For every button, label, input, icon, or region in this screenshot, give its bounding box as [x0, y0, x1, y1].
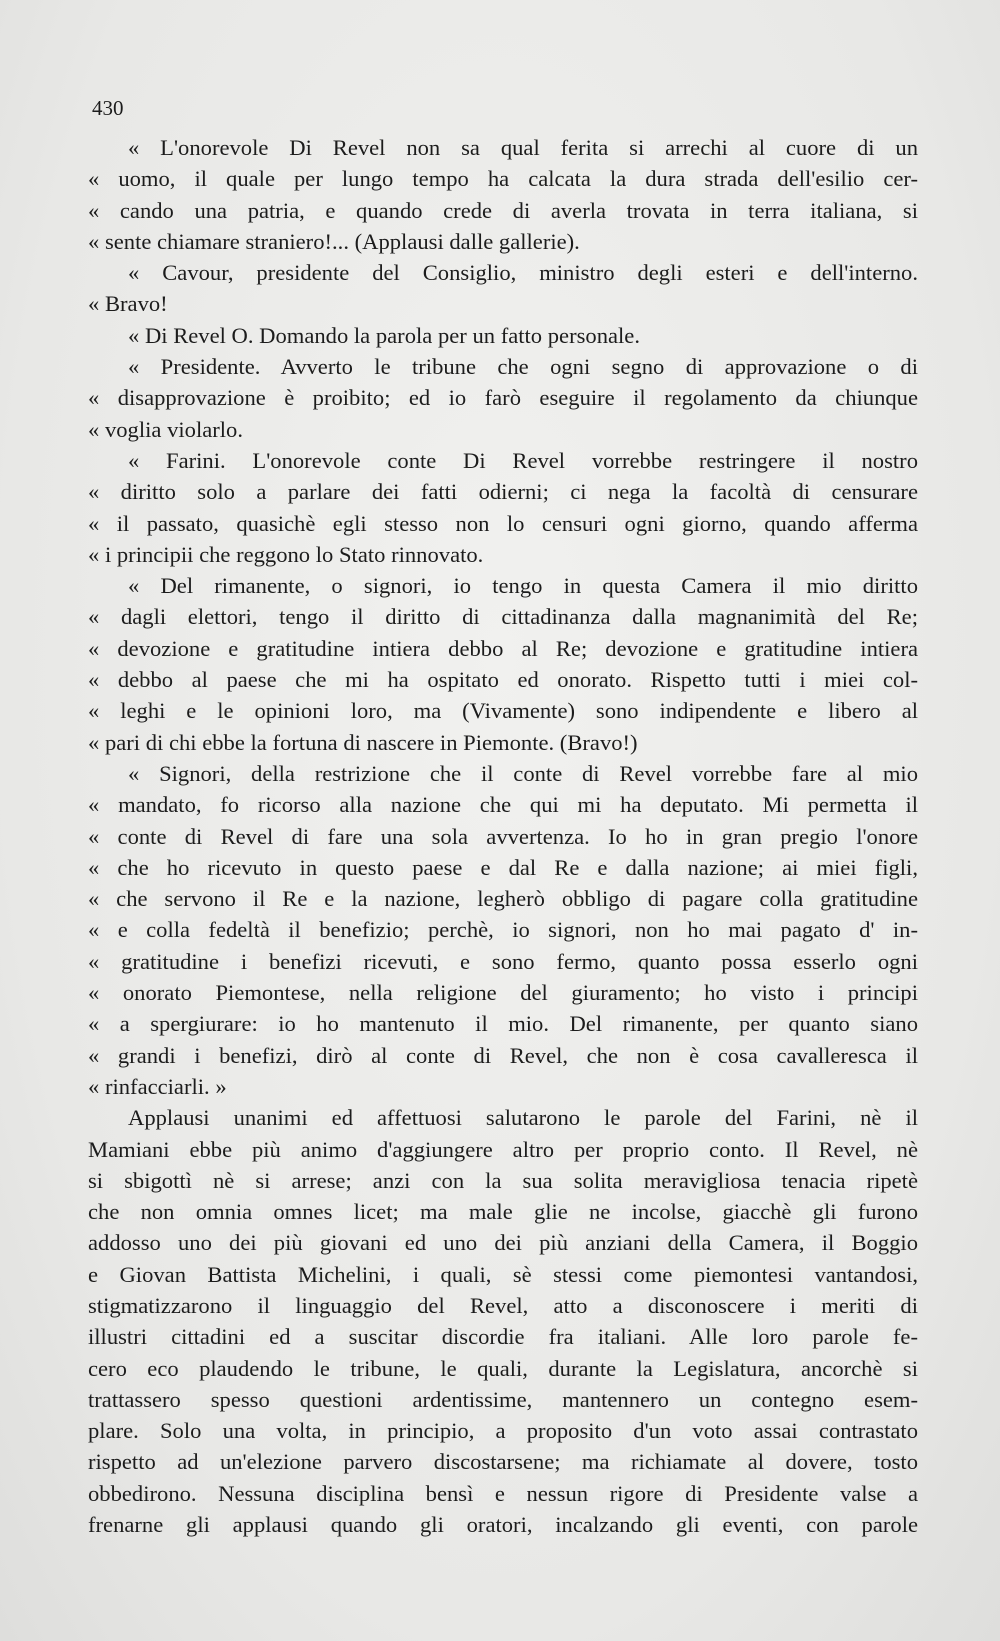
text-line: frenarne gli applausi quando gli oratori, incalzando gli eventi, con parole	[88, 1512, 918, 1538]
text-line: che non omnia omnes licet; ma male glie ne incolse, giacchè gli furono	[88, 1199, 918, 1225]
text-line: addosso uno dei più giovani ed uno dei più anziani della Camera, il Boggio	[88, 1230, 918, 1256]
text-line: « disapprovazione è proibito; ed io farò eseguire il regolamento da chiunque	[88, 385, 918, 411]
text-line: « voglia violarlo.	[88, 416, 243, 442]
text-line: « onorato Piemontese, nella religione del giuramento; ho visto i principi	[88, 980, 918, 1006]
text-line: « devozione e gratitudine intiera debbo al Re; devozione e gratitudine intiera	[88, 635, 918, 661]
text-line: « che servono il Re e la nazione, legherò obbligo di pagare colla gratitudine	[88, 886, 918, 912]
page-number: 430	[92, 96, 124, 120]
text-line: si sbigottì nè si arrese; anzi con la sua solita meravigliosa tenacia ripetè	[88, 1167, 918, 1193]
text-line: « il passato, quasichè egli stesso non lo censuri ogni giorno, quando afferma	[88, 510, 918, 536]
text-line: « uomo, il quale per lungo tempo ha calcata la dura strada dell'esilio cer-	[88, 166, 918, 192]
text-line: « Signori, della restrizione che il conte di Revel vorrebbe fare al mio	[128, 760, 918, 786]
text-line: Mamiani ebbe più animo d'aggiungere altro per proprio conto. Il Revel, nè	[88, 1136, 918, 1162]
text-line: stigmatizzarono il linguaggio del Revel, atto a disconoscere i meriti di	[88, 1292, 918, 1318]
text-line: « grandi i benefizi, dirò al conte di Revel, che non è cosa cavalleresca il	[88, 1042, 918, 1068]
text-line: rispetto ad un'elezione parvero discostarsene; ma richiamate al dovere, tosto	[88, 1449, 918, 1475]
text-line: obbedirono. Nessuna disciplina bensì e nessun rigore di Presidente valse a	[88, 1480, 918, 1506]
text-line: cero eco plaudendo le tribune, le quali, durante la Legislatura, ancorchè si	[88, 1355, 918, 1381]
text-line: « e colla fedeltà il benefizio; perchè, io signori, non ho mai pagato d' in-	[88, 917, 918, 943]
text-line: « L'onorevole Di Revel non sa qual ferita si arrechi al cuore di un	[128, 135, 918, 160]
text-line: « che ho ricevuto in questo paese e dal Re e dalla nazione; ai miei figli,	[88, 854, 918, 880]
page-body-text	[88, 132, 918, 1540]
text-line: « debbo al paese che mi ha ospitato ed onorato. Rispetto tutti i miei col-	[88, 667, 918, 693]
text-line: « a spergiurare: io ho mantenuto il mio. Del rimanente, per quanto siano	[88, 1011, 918, 1037]
text-line: « conte di Revel di fare una sola avvertenza. Io ho in gran pregio l'onore	[88, 823, 918, 849]
text-line: « i principii che reggono lo Stato rinnovato.	[88, 541, 484, 567]
text-line: « Cavour, presidente del Consiglio, ministro degli esteri e dell'interno.	[128, 260, 918, 286]
text-line: « Presidente. Avverto le tribune che ogni segno di approvazione o di	[128, 354, 918, 380]
text-line: e Giovan Battista Michelini, i quali, sè stessi come piemontesi vantandosi,	[88, 1261, 918, 1287]
text-line: plare. Solo una volta, in principio, a proposito d'un voto assai contrastato	[88, 1418, 918, 1444]
text-line: « cando una patria, e quando crede di averla trovata in terra italiana, si	[88, 197, 918, 223]
text-line: Applausi unanimi ed affettuosi salutarono le parole del Farini, nè il	[128, 1105, 918, 1131]
text-line: « pari di chi ebbe la fortuna di nascere in Piemonte. (Bravo!)	[88, 729, 638, 755]
text-line: « mandato, fo ricorso alla nazione che qui mi ha deputato. Mi permetta il	[88, 792, 918, 818]
text-line: « Di Revel O. Domando la parola per un fatto personale.	[128, 322, 640, 348]
text-line: « Farini. L'onorevole conte Di Revel vorrebbe restringere il nostro	[128, 447, 918, 473]
text-line: illustri cittadini ed a suscitar discordie fra italiani. Alle loro parole fe-	[88, 1324, 918, 1350]
text-line: « sente chiamare straniero!... (Applausi dalle gallerie).	[88, 228, 580, 254]
text-line: « leghi e le opinioni loro, ma (Vivamente) sono indipendente e libero al	[88, 698, 918, 724]
text-line: « diritto solo a parlare dei fatti odierni; ci nega la facoltà di censurare	[88, 479, 918, 505]
text-line: « dagli elettori, tengo il diritto di cittadinanza dalla magnanimità del Re;	[88, 604, 918, 630]
text-line: trattassero spesso questioni ardentissime, mantennero un contegno esem-	[88, 1386, 918, 1412]
text-line: « gratitudine i benefizi ricevuti, e sono fermo, quanto possa esserlo ogni	[88, 948, 918, 974]
text-line: « rinfacciarli. »	[88, 1073, 227, 1099]
text-line: « Bravo!	[88, 291, 168, 317]
text-line: « Del rimanente, o signori, io tengo in questa Camera il mio diritto	[128, 573, 918, 599]
